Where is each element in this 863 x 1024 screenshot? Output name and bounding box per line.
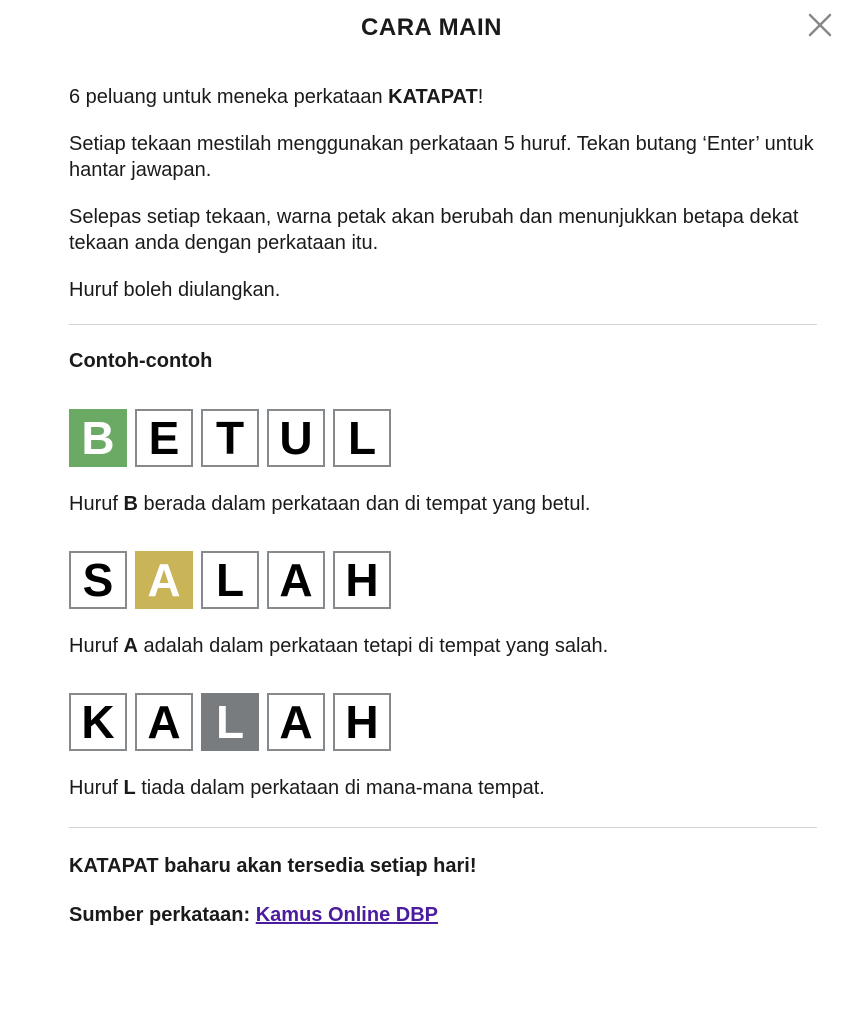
tile-correct: B <box>69 409 127 467</box>
tile: L <box>201 551 259 609</box>
example-row-betul <box>69 409 817 467</box>
modal-content <box>69 84 817 928</box>
source-link[interactable]: Kamus Online DBP <box>255 904 438 926</box>
desc-letter: B <box>123 493 138 515</box>
intro-word-length: Setiap tekaan mestilah menggunakan perkataan 5 huruf. Tekan butang ‘Enter’ untuk hantar jawapan. <box>69 133 814 181</box>
tile: E <box>135 409 193 467</box>
desc-prefix: Huruf <box>69 493 124 515</box>
example-row-salah <box>69 551 817 609</box>
tile: K <box>69 693 127 751</box>
desc-letter: L <box>123 777 136 799</box>
example-row-kalah <box>69 693 817 751</box>
tile-absent: L <box>201 693 259 751</box>
desc-letter: A <box>123 635 138 657</box>
intro-guesses-suffix: ! <box>477 86 484 108</box>
intro-guesses-prefix: 6 peluang untuk meneka perkataan <box>69 86 389 108</box>
close-icon <box>805 10 835 40</box>
close-button[interactable] <box>805 10 835 40</box>
source-label: Sumber perkataan: <box>69 904 256 926</box>
tile: T <box>201 409 259 467</box>
desc-suffix: adalah dalam perkataan tetapi di tempat yang salah. <box>137 635 609 657</box>
desc-suffix: berada dalam perkataan dan di tempat yang betul. <box>137 493 591 515</box>
daily-notice: KATAPAT baharu akan tersedia setiap hari! <box>69 855 477 877</box>
desc-prefix: Huruf <box>69 635 124 657</box>
modal-title: CARA MAIN <box>361 14 502 41</box>
tile: H <box>333 551 391 609</box>
divider-top <box>69 324 817 325</box>
tile: L <box>333 409 391 467</box>
divider-bottom <box>69 827 817 828</box>
intro-guesses <box>69 84 817 110</box>
tile: A <box>267 693 325 751</box>
example-desc-absent <box>69 775 817 801</box>
intro-repeat: Huruf boleh diulangkan. <box>69 279 281 301</box>
examples-title: Contoh-contoh <box>69 350 213 372</box>
tile: S <box>69 551 127 609</box>
tile: H <box>333 693 391 751</box>
tile-present: A <box>135 551 193 609</box>
game-name: KATAPAT <box>388 86 478 108</box>
example-desc-present <box>69 633 817 659</box>
intro-colors: Selepas setiap tekaan, warna petak akan berubah dan menunjukkan betapa dekat tekaan anda dengan perkataan itu. <box>69 206 799 254</box>
example-desc-correct <box>69 491 817 517</box>
tile: A <box>135 693 193 751</box>
word-source <box>69 902 817 928</box>
tile: U <box>267 409 325 467</box>
desc-prefix: Huruf <box>69 777 124 799</box>
tile: A <box>267 551 325 609</box>
desc-suffix: tiada dalam perkataan di mana-mana tempat. <box>135 777 545 799</box>
